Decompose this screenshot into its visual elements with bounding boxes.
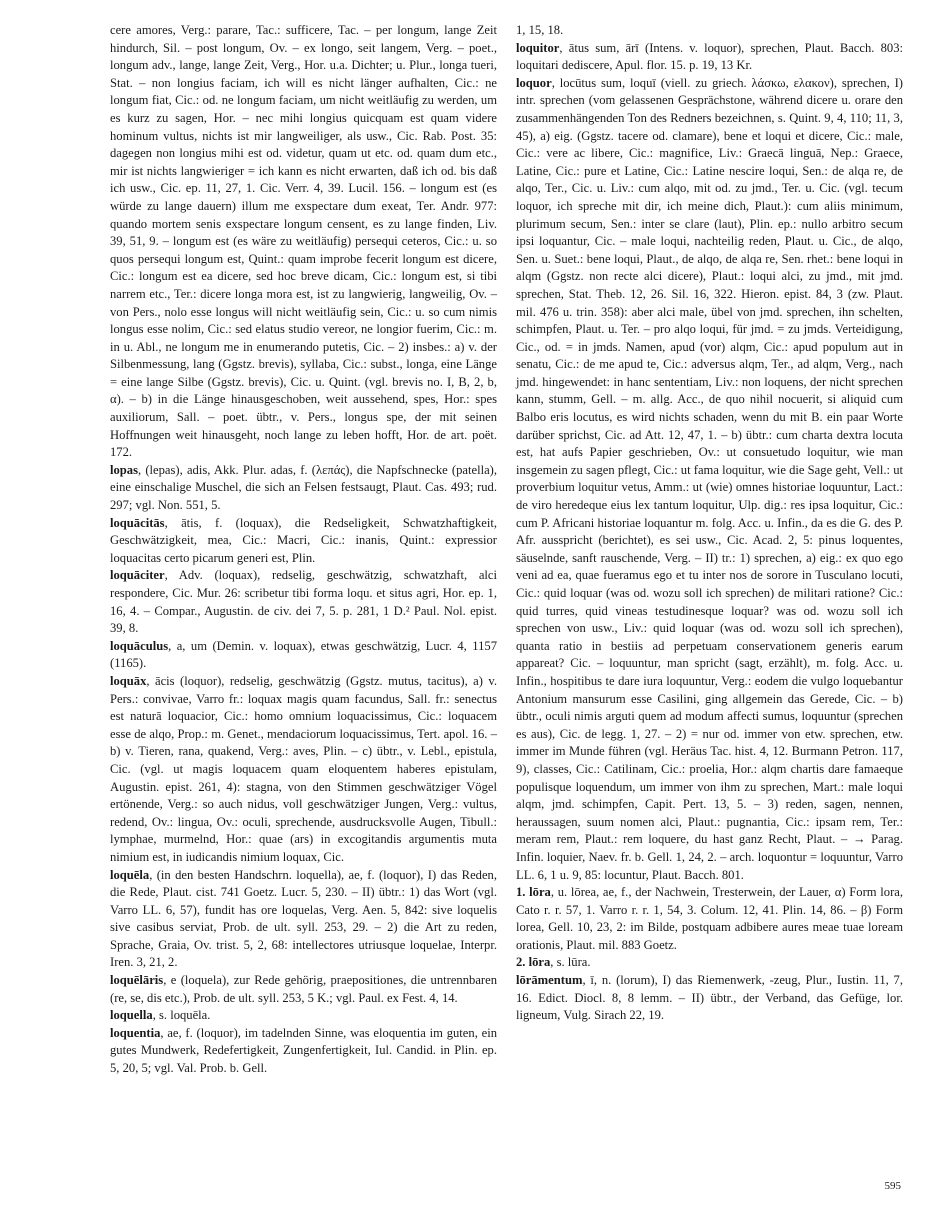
entry-text: (in den besten Handschrn. loquella), ae, f. (loquor), I) das Reden, die Rede, Plaut. cist. 741 Goetz. Lucr. 5, 230. – II) übtr.: 1) das Wort (vgl. Varro LL. 6, 57), fundit has ore loquelas, Verg. Aen. 5, 842: sive loquelis sive casibus serviat, Prob. de ult. syll. 253, 29. – 2) die Art zu reden, Sprache, Graia, Ov. trist. 5, 2, 68: intellectores utriusque loquelae, Interpr. Iren. 3, 21, 2. — [110, 867, 498, 970]
entry-lemma: loquor — [516, 75, 552, 90]
dictionary-entry: 1. lōra, u. lōrea, ae, f., der Nachwein, Tresterwein, der Lauer, α) Form lora, Cato r. r. 57, 1. Varro r. r. 1, 54, 3. Colum. 12, 41. Plin. 14, 86. – β) Form lorea, Gell. 10, 23, 2: im Bilde, postquam adbibere aures meae tuae loream orationis, Plaut. mil. 883 Goetz. — [516, 885, 904, 952]
dictionary-entry: loquitor, ātus sum, ārī (Intens. v. loquor), sprechen, Plaut. Bacch. 803: loquitari dediscere, Apul. flor. 15. p. 19, 13 Kr. — [516, 40, 904, 73]
page-number: 595 — [884, 1180, 901, 1192]
entry-lemma: loquāx — [110, 673, 147, 688]
entry-text: e (loquela), zur Rede gehörig, praepositiones, die untrennbaren (re, se, dis etc.), Prob. de ult. syll. 253, 5 K.; vgl. Paul. ex Fest. 4, 14. — [110, 973, 497, 1005]
dictionary-entry: loquāciter, Adv. (loquax), redselig, geschwätzig, schwatzhaft, alci respondere, Cic. Mur. 26: scribetur tibi forma loqu. et situs agri, Hor. ep. 1, 16, 4. – Compar., Augustin. de civ. dei 7, 5. p. 281, 1 D.² Paul. Nol. epist. 39, 8. — [110, 568, 497, 636]
entry-text: (lepas), adis, Akk. Plur. adas, f. (λεπάς), die Napfschnecke (patella), eine einschalige Muschel, die sich an Felsen festsaugt, Plaut. Cas. 493; rud. 297; vgl. Non. 551, 5. — [110, 462, 498, 513]
left-column — [110, 22, 497, 1078]
entry-lemma: lōrāmentum — [516, 973, 583, 988]
entry-text: ācis (loquor), redselig, geschwätzig (Ggstz. mutus, tacitus), a) v. Pers.: convivae, Varro fr.: loquax magis quam facundus, Sall. fr.: senectus est naturā loquacior, Cic.: homo omnium loquacissimus, Cic.: loquacem esse de alqo, Prop.: m. Genet., mendaciorum loquacissimus, Tert. apol. 16. – b) v. Tieren, rana, quakend, Verg.: aves, Plin. – c) übtr., v. Lebl., epistula, Cic. (vgl. ut magis loquacem quam eloquentem haberes epistulam, Augustin. epist. 261, 4): stagna, von den Stimmen geschwätziger Vögel ertönende, Verg.: so auch nidus, voll geschwätziger Jungen, Verg.: vultus, redend, Ov.: lingua, Ov.: oculi, sprechende, ausdrucksvolle Augen, Tibull.: lymphae, murmelnd, Hor.: quae (ars) in excogitandis argumentis muta nimium est, in iudicandis nimium loquax, Cic. — [110, 673, 498, 864]
entry-text: s. loquēla. — [159, 1008, 211, 1023]
entry-lemma: loquēlāris — [110, 973, 164, 988]
dictionary-entry: loquāx, ācis (loquor), redselig, geschwätzig (Ggstz. mutus, tacitus), a) v. Pers.: convivae, Varro fr.: loquax magis quam facundus, Sall. fr.: senectus est naturā loquacior, Cic.: homo omnium loquacissimus, Cic.: loquacem esse de alqo, Prop.: m. Genet., mendaciorum loquacissimus, Tert. apol. 16. – b) v. Tieren, rana, quakend, Verg.: aves, Plin. – c) übtr., v. Lebl., epistula, Cic. (vgl. ut magis loquacem quam eloquentem haberes epistulam, Augustin. epist. 261, 4): stagna, von den Stimmen geschwätziger Vögel ertönende, Verg.: so auch nidus, voll geschwätziger Jungen, Verg.: vultus, redend, Ov.: lingua, Ov.: oculi, sprechende, ausdrucksvolle Augen, Tibull.: lymphae, murmelnd, Hor.: quae (ars) in excogitandis argumentis muta nimium est, in iudicandis nimium loquax, Cic. — [110, 673, 498, 864]
entry-text: ī, n. (lorum), I) das Riemenwerk, -zeug, Plur., Iustin. 11, 7, 16. Edict. Diocl. 8, 8 lemm. – II) übtr., der Verband, das Gefüge, lor. ligneum, Vulg. Sirach 22, 19. — [516, 973, 904, 1023]
entry-text: ae, f. (loquor), im tadelnden Sinne, was eloquentia im guten, ein gutes Mundwerk, Redefertigkeit, Zungenfertigkeit, Iul. Candid. in Plin. ep. 5, 20, 5; vgl. Val. Prob. b. Gell. — [110, 1025, 497, 1076]
dictionary-entry: loquāculus, a, um (Demin. v. loquax), etwas geschwätzig, Lucr. 4, 1157 (1165). — [110, 638, 497, 671]
entry-text: a, um (Demin. v. loquax), etwas geschwätzig, Lucr. 4, 1157 (1165). — [110, 638, 497, 671]
entry-text: Adv. (loquax), redselig, geschwätzig, schwatzhaft, alci respondere, Cic. Mur. 26: scribetur tibi forma loqu. et situs agri, Hor. ep. 1, 16, 4. – Compar., Augustin. de civ. dei 7, 5. p. 281, 1 D.² Paul. Nol. epist. 39, 8. — [110, 568, 497, 636]
entry-text: locūtus sum, loquī (viell. zu griech. λάσκω, ελακον), sprechen, I) intr. sprechen (vom gelassenen Gesprächstone, während dicere u. orare den zusammenhängenden Ton des Redners bezeichnen, s. Quint. 9, 4, 110; 11, 3, 45), a) eig. (Ggstz. tacere od. clamare), bene et loqui et dicere, Cic.: male, Cic.: vere ac libere, Cic.: magnifice, Liv.: Graecā linguā, Nep.: Graece, Latine, Cic.: pure et Latine, Cic.: Latine nescire loqui, Sen.: de alqa re, de alqo, Ter., Cic. u. Liv.: cum alqo, mit od. zu jmd., Ter. u. Cic. (vgl. tecum loquor, ich spreche mit dir, ich meine dich, Plaut.): cum aliis minimum, plurimum secum, Sen.: inter se clare (laut), Plin. ep.: nullo arbitro secum ipsi loquantur, Cic. – male loqui, nachteilig reden, Plaut. u. Cic., de alqo, Sen. u. Suet.: bene loqui, Plaut., de alqo, de alqa re, Sen. rhet.: bene loqui in alqm (Ggstz. non recte alci dicere), Plaut.: loqui alci, zu jmd., mit jmd. sprechen, Stat. Theb. 12, 26. Sil. 16, 322. Hieron. epist. 84, 3 (zw. Plaut. mil. 476 u. trin. 358): aber alci male, übel von jmd. sprechen, ihn schelten, schimpfen, Plaut. u. Ter. – pro alqo loqui, für jmd. = zu jmds. Verteidigung, Cic., od. = in jmds. Namen, apud (vor) alqm, Cic.: apud populum aut in senatu, Cic.: de me apud te, Cic.: adversus alqm, Ter., ad alqm, Verg., nach jmd. hingewendet: in hanc sententiam, Liv.: non loquens, der nicht sprechen kann, stumm, Gell. – m. allg. Acc., de quo nihil nocuerit, si aliquid cum Balbo eris locutus, es wird nichts schaden, wenn du mit B. ein paar Worte darüber sprichst, Cic. ad Att. 12, 47, 1. – b) übtr.: cum charta dextra locuta est, hat aufs Papier geschrieben, Ov.: ut consuetudo loquitur, wie man insgemein zu sagen pflegt, Cic.: ut fama loquitur, wie die Sage geht, Vell.: ut proverbium loquitur vetus, Amm.: ut (wie) omnes historiae loquuntur, Lact.: de viro heredeque eius lex tantum loquitur, Ulp. dig.: res ipsa loquitur, Cic.: cum P. Africani historiae loquantur m. folg. Acc. u. Infin., da es die G. des P. Afr. ausspricht (berichtet), es sei usw., Cic. Acad. 2, 5: pinus loquentes, säuselnde, sanft rauschende, Verg. – II) tr.: 1) sprechen, a) eig.: ex quo ego veni ad ea, quae fueramus ego et tu inter nos de sorore in Tusculano locuti, Cic.: quid loquar (was od. wozu soll ich sprechen) de militari ratione? Cic.: quid turres, quid vineas testudinesque loquar? was od. wozu soll ich sprechen von usw., Liv.: quid loquar (was od. wozu soll ich sprechen), quanta ratio in bestiis ad perpetuam conservationem generis earum appareat? Cic. – loquuntur, man spricht (sagt, erzählt), m. folg. Acc. u. Infin., hospitibus te dare iura loquuntur, Verg.: eodem die vulgo loquebantur Antonium mansurum esse Casilini, ging allgemein das Gerede, Cic. – b) übtr., oculi nimis arguti quem ad modum affecti sumus, loquuntur (sprechen es aus), Cic. de legg. 1, 27. – 2) = nur od. immer von etw. sprechen, etw. immer im Munde führen (vgl. Heräus Tac. hist. 4, 12. Burmann Petron. 117, 9), classes, Cic.: Catilinam, Cic.: proelia, Hor.: alqm chartis dare famaeque populisque loquendum, um immer von ihm zu sprechen, Mart.: male loqui alqm, jmd. schimpfen, Capit. Pert. 13, 5. – 3) reden, sagen, nennen, heraussagen, suum nomen alci, Plaut.: pugnantia, Cic.: ipsam rem, Ter.: meram rem, Plaut.: rem loquere, du hast ganz Recht, Plaut. – → Parag. Infin. loquier, Naev. fr. b. Gell. 1, 24, 2. – arch. loquontur = loquuntur, Varro LL. 6, 1 u. 9, 85: locuntur, Plaut. Bacch. 801. — [516, 75, 903, 882]
right-column — [516, 22, 903, 1025]
entry-lemma: loquitor — [516, 40, 560, 55]
dictionary-entry: 2. lōra, s. lūra. — [516, 955, 591, 970]
entry-lemma: loquēla — [110, 867, 150, 882]
dictionary-entry: loquēlāris, e (loquela), zur Rede gehörig, praepositiones, die untrennbaren (re, se, dis etc.), Prob. de ult. syll. 253, 5 K.; vgl. Paul. ex Fest. 4, 14. — [110, 973, 497, 1005]
dictionary-entry: loquentia, ae, f. (loquor), im tadelnden Sinne, was eloquentia im guten, ein gutes Mundwerk, Redefertigkeit, Zungenfertigkeit, Iul. Candid. in Plin. ep. 5, 20, 5; vgl. Val. Prob. b. Gell. — [110, 1025, 497, 1076]
dictionary-entry: lopas, (lepas), adis, Akk. Plur. adas, f. (λεπάς), die Napfschnecke (patella), eine einschalige Muschel, die sich an Felsen festsaugt, Plaut. Cas. 493; rud. 297; vgl. Non. 551, 5. — [110, 462, 498, 513]
entry-lemma: 1. lōra — [516, 885, 551, 900]
dictionary-entry: loquācitās, ātis, f. (loquax), die Redseligkeit, Schwatzhaftigkeit, Geschwätzigkeit, mea, Cic.: Macri, Cic.: inanis, Quint.: expressior loquacitas certo picarum generi est, Plin. — [110, 515, 497, 565]
dictionary-entry: loquēla, (in den besten Handschrn. loquella), ae, f. (loquor), I) das Reden, die Rede, Plaut. cist. 741 Goetz. Lucr. 5, 230. – II) übtr.: 1) das Wort (vgl. Varro LL. 6, 57), fundit has ore loquelas, Verg. Aen. 5, 842: sive loquelis sive casibus serviat, Prob. de ult. syll. 253, 29. – 2) die Art zu reden, Sprache, Graia, Ov. trist. 5, 2, 68: intellectores utriusque loquelae, Interpr. Iren. 3, 21, 2. — [110, 867, 498, 970]
entry-text: s. lūra. — [556, 955, 591, 970]
entry-lemma: loquācitās — [110, 515, 165, 530]
dictionary-entry — [110, 22, 497, 462]
dictionary-entry: lōrāmentum, ī, n. (lorum), I) das Riemenwerk, -zeug, Plur., Iustin. 11, 7, 16. Edict. Diocl. 8, 8 lemm. – II) übtr., der Verband, das Gefüge, lor. ligneum, Vulg. Sirach 22, 19. — [516, 973, 904, 1023]
entry-lemma: 2. lōra — [516, 955, 551, 970]
dictionary-entry: loquella, s. loquēla. — [110, 1008, 211, 1023]
entry-lemma: lopas — [110, 462, 138, 477]
entry-lemma: loquāculus — [110, 638, 169, 653]
entry-lemma: loquella — [110, 1008, 153, 1023]
entry-lemma: loquāciter — [110, 568, 165, 583]
entry-text: 1, 15, 18. — [516, 23, 564, 37]
entry-text: ātus sum, ārī (Intens. v. loquor), sprechen, Plaut. Bacch. 803: loquitari dediscere, Apul. flor. 15. p. 19, 13 Kr. — [516, 40, 904, 73]
dictionary-entry — [516, 22, 903, 40]
dictionary-entry: loquor, locūtus sum, loquī (viell. zu griech. λάσκω, ελακον), sprechen, I) intr. sprechen (vom gelassenen Gesprächstone, während dicere u. orare den zusammenhängenden Ton des Redners bezeichnen, s. Quint. 9, 4, 110; 11, 3, 45), a) eig. (Ggstz. tacere od. clamare), bene et loqui et dicere, Cic.: male, Cic.: vere ac libere, Cic.: magnifice, Liv.: Graecā linguā, Nep.: Graece, Latine, Cic.: pure et Latine, Cic.: Latine nescire loqui, Sen.: de alqa re, de alqo, Ter., Cic. u. Liv.: cum alqo, mit od. zu jmd., Ter. u. Cic. (vgl. tecum loquor, ich spreche mit dir, ich meine dich, Plaut.): cum aliis minimum, plurimum secum, Sen.: inter se clare (laut), Plin. ep.: nullo arbitro secum ipsi loquantur, Cic. – male loqui, nachteilig reden, Plaut. u. Cic., de alqo, Sen. u. Suet.: bene loqui, Plaut., de alqo, de alqa re, Sen. rhet.: bene loqui in alqm (Ggstz. non recte alci dicere), Plaut.: loqui alci, zu jmd., mit jmd. sprechen, Stat. Theb. 12, 26. Sil. 16, 322. Hieron. epist. 84, 3 (zw. Plaut. mil. 476 u. trin. 358): aber alci male, übel von jmd. sprechen, ihn schelten, schimpfen, Plaut. u. Ter. – pro alqo loqui, für jmd. = zu jmds. Verteidigung, Cic., od. = in jmds. Namen, apud (vor) alqm, Cic.: apud populum aut in senatu, Cic.: de me apud te, Cic.: adversus alqm, Ter., ad alqm, Verg., nach jmd. hingewendet: in hanc sententiam, Liv.: non loquens, der nicht sprechen kann, stumm, Gell. – m. allg. Acc., de quo nihil nocuerit, si aliquid cum Balbo eris locutus, es wird nichts schaden, wenn du mit B. ein paar Worte darüber sprichst, Cic. ad Att. 12, 47, 1. – b) übtr.: cum charta dextra locuta est, hat aufs Papier geschrieben, Ov.: ut consuetudo loquitur, wie man insgemein zu sagen pflegt, Cic.: ut fama loquitur, wie die Sage geht, Vell.: ut proverbium loquitur vetus, Amm.: ut (wie) omnes historiae loquuntur, Lact.: de viro heredeque eius lex tantum loquitur, Ulp. dig.: res ipsa loquitur, Cic.: cum P. Africani historiae loquantur m. folg. Acc. u. Infin., da es die G. des P. Afr. ausspricht (berichtet), es sei usw., Cic. Acad. 2, 5: pinus loquentes, säuselnde, sanft rauschende, Verg. – II) tr.: 1) sprechen, a) eig.: ex quo ego veni ad ea, quae fueramus ego et tu inter nos de sorore in Tusculano locuti, Cic.: quid loquar (was od. wozu soll ich sprechen) de militari ratione? Cic.: quid turres, quid vineas testudinesque loquar? was od. wozu soll ich sprechen von usw., Liv.: quid loquar (was od. wozu soll ich sprechen), quanta ratio in bestiis ad perpetuam conservationem generis earum appareat? Cic. – loquuntur, man spricht (sagt, erzählt), m. folg. Acc. u. Infin., hospitibus te dare iura loquuntur, Verg.: eodem die vulgo loquebantur Antonium mansurum esse Casilini, ging allgemein das Gerede, Cic. – b) übtr., oculi nimis arguti quem ad modum affecti sumus, loquuntur (sprechen es aus), Cic. de legg. 1, 27. – 2) = nur od. immer von etw. sprechen, etw. immer im Munde führen (vgl. Heräus Tac. hist. 4, 12. Burmann Petron. 117, 9), classes, Cic.: Catilinam, Cic.: proelia, Hor.: alqm chartis dare famaeque populisque loquendum, um immer von ihm zu sprechen, Mart.: male loqui alqm, jmd. schimpfen, Capit. Pert. 13, 5. – 3) reden, sagen, nennen, heraussagen, suum nomen alci, Plaut.: pugnantia, Cic.: ipsam rem, Ter.: meram rem, Plaut.: rem loquere, du hast ganz Recht, Plaut. – → Parag. Infin. loquier, Naev. fr. b. Gell. 1, 24, 2. – arch. loquontur = loquuntur, Varro LL. 6, 1 u. 9, 85: locuntur, Plaut. Bacch. 801. — [516, 75, 903, 882]
entry-text: ātis, f. (loquax), die Redseligkeit, Schwatzhaftigkeit, Geschwätzigkeit, mea, Cic.: Macri, Cic.: inanis, Quint.: expressior loquacitas certo picarum generi est, Plin. — [110, 515, 497, 565]
entry-text: u. lōrea, ae, f., der Nachwein, Tresterwein, der Lauer, α) Form lora, Cato r. r. 57, 1. Varro r. r. 1, 54, 3. Colum. 12, 41. Plin. 14, 86. – β) Form lorea, Gell. 10, 23, 2: im Bilde, postquam adbibere aures meae tuae loream orationis, Plaut. mil. 883 Goetz. — [516, 885, 904, 952]
entry-text: cere amores, Verg.: parare, Tac.: sufficere, Tac. – per longum, lange Zeit hindurch, Sil. – post longum, Ov. – ex longo, seit langem, Verg. – poet., longum adv., lange, lange Zeit, Verg., Hor. u.a. Dichter; u. Plur., longa tueri, Stat. – non longius faciam, ich will es nicht länger aufhalten, Cic.: ne longum fiat, Cic.: od. ne longum faciam, um nicht weitläufig zu werden, um es kurz zu sagen, Hor. – nec mihi longius quicquam est quam videre hominum vultus, nichts ist mir langweiliger, als usw., Cic. Rab. Post. 35: dagegen non longius mihi est od. videtur, quam ut etc. od. quam dum etc., mir ist nichts langwieriger = ich kann es nicht erwarten, daß ich od. bis daß ich usw., Cic. ep. 11, 27, 1. Cic. Verr. 4, 39. Lucil. 156. – longum est (es würde zu lange dauern) illum me exspectare dum exeat, Ter. Andr. 977: quando mortem senis exspectare longum censent, es zu lange finden, Liv. 39, 51, 9. – longum est (es wäre zu weitläufig) persequi ceteros, Cic.: u. so quos persequi longum est, Quint.: quam improbe fecerit longum est dicere, Cic.: longum est ea dicere, sed hoc breve dicam, Cic.: longum est, si tibi narrem etc., Ter.: dicere longa mora est, ist zu langwierig, langweilig, Ov. – von Pers., nolo esse longus will nicht weitläufig sein, Cic.: u. so cum nimis longus esse nolim, Cic.: sed elatus studio vereor, ne longior fuerim, Cic.: m. in u. Abl., ne longum me in enumerando putetis, Cic. – 2) insbes.: a) v. der Silbenmessung, lang (Ggstz. brevis), syllaba, Cic.: subst., longa, eine Länge = eine lange Silbe (Ggstz. brevis), Cic. u. Quint. (vgl. brevis no. I, B, 2, b, α). – b) in die Länge hinausgeschoben, weit aussehend, spes, Hor.: spes auxiliorum, Sall. – poet. übtr., v. Pers., longus spe, der mit seinen Hoffnungen weit hinausgeht, noch lange zu leben hofft, Hor. de art. poët. 172. — [110, 23, 497, 460]
entry-lemma: loquentia — [110, 1025, 161, 1040]
